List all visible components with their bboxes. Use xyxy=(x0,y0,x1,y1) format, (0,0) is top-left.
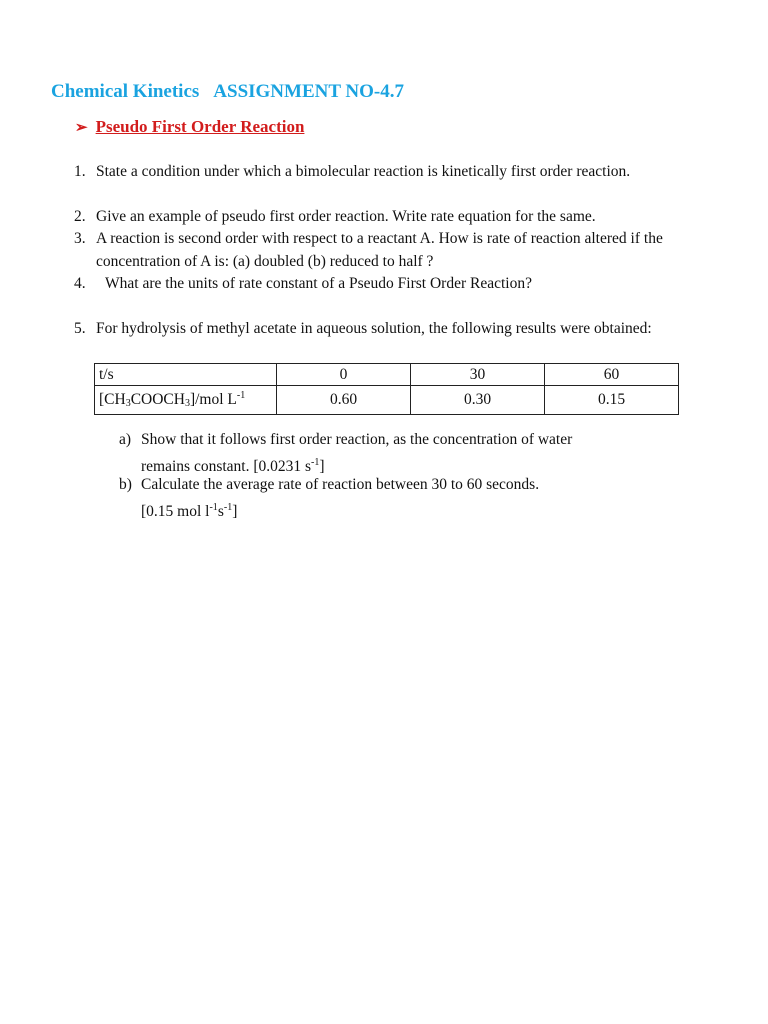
table-cell-label xyxy=(95,386,277,415)
subquestion-line: Show that it follows first order reaction, as the concentration of water xyxy=(141,431,573,448)
answer-text: s xyxy=(217,502,224,520)
question-number: 2. xyxy=(74,208,86,225)
question-number: 3. xyxy=(74,230,86,247)
question-4 xyxy=(74,273,674,296)
assignment-number: ASSIGNMENT NO-4.7 xyxy=(213,81,405,102)
section-heading xyxy=(75,117,304,137)
table-cell: 0 xyxy=(277,364,411,386)
subquestion-text xyxy=(141,474,679,523)
question-number: 1. xyxy=(74,163,86,180)
formula-subscript: 3 xyxy=(184,398,190,409)
formula-superscript: -1 xyxy=(236,390,246,401)
subquestion-a xyxy=(119,429,679,478)
question-text: What are the units of rate constant of a Pseudo First Order Reaction? xyxy=(105,275,532,292)
arrow-bullet-icon: ➢ xyxy=(75,120,88,136)
table-cell: 30 xyxy=(411,364,545,386)
question-3 xyxy=(74,228,664,273)
table-cell-label: t/s xyxy=(95,364,277,386)
question-text: Give an example of pseudo first order reaction. Write rate equation for the same. xyxy=(96,208,596,225)
question-text: For hydrolysis of methyl acetate in aqueous solution, the following results were obtained: xyxy=(96,320,652,337)
subquestion-text xyxy=(141,429,679,478)
answer-text: ] xyxy=(232,502,238,520)
unit-superscript: -1 xyxy=(209,501,218,513)
table-cell: 0.60 xyxy=(277,386,411,415)
table-cell: 0.15 xyxy=(545,386,679,415)
table-row xyxy=(95,364,679,386)
page-title xyxy=(51,81,404,103)
question-2 xyxy=(74,206,674,229)
question-1 xyxy=(74,161,674,184)
subquestion-line xyxy=(141,497,679,524)
formula-part: ]/mol L xyxy=(189,391,237,408)
table-cell: 0.30 xyxy=(411,386,545,415)
answer-text: ] xyxy=(319,457,325,475)
table-row xyxy=(95,386,679,415)
subquestion-label: a) xyxy=(119,431,132,448)
question-number: 4. xyxy=(74,275,86,292)
question-5 xyxy=(74,318,674,341)
section-title: Pseudo First Order Reaction xyxy=(95,117,305,136)
question-text: A reaction is second order with respect to a reactant A. How is rate of reaction altered if the concentration of A is: (a) doubled (b) reduced to half ? xyxy=(96,230,663,270)
subquestion-b xyxy=(119,474,679,523)
question-text: State a condition under which a bimolecular reaction is kinetically first order reaction. xyxy=(96,163,631,180)
answer-text: [0.15 mol l xyxy=(141,502,210,520)
data-table xyxy=(94,363,679,415)
subject-title: Chemical Kinetics xyxy=(51,81,200,102)
answer-text: remains constant. [0.0231 s xyxy=(141,457,312,475)
table-cell: 60 xyxy=(545,364,679,386)
subquestion-label: b) xyxy=(119,476,132,493)
unit-superscript: -1 xyxy=(311,456,320,468)
formula-subscript: 3 xyxy=(125,398,131,409)
formula-part: [CH xyxy=(99,391,126,408)
subquestion-line: Calculate the average rate of reaction between 30 to 60 seconds. xyxy=(141,476,540,493)
unit-superscript: -1 xyxy=(223,501,233,513)
formula-part: COOCH xyxy=(130,391,185,408)
question-number: 5. xyxy=(74,320,86,337)
